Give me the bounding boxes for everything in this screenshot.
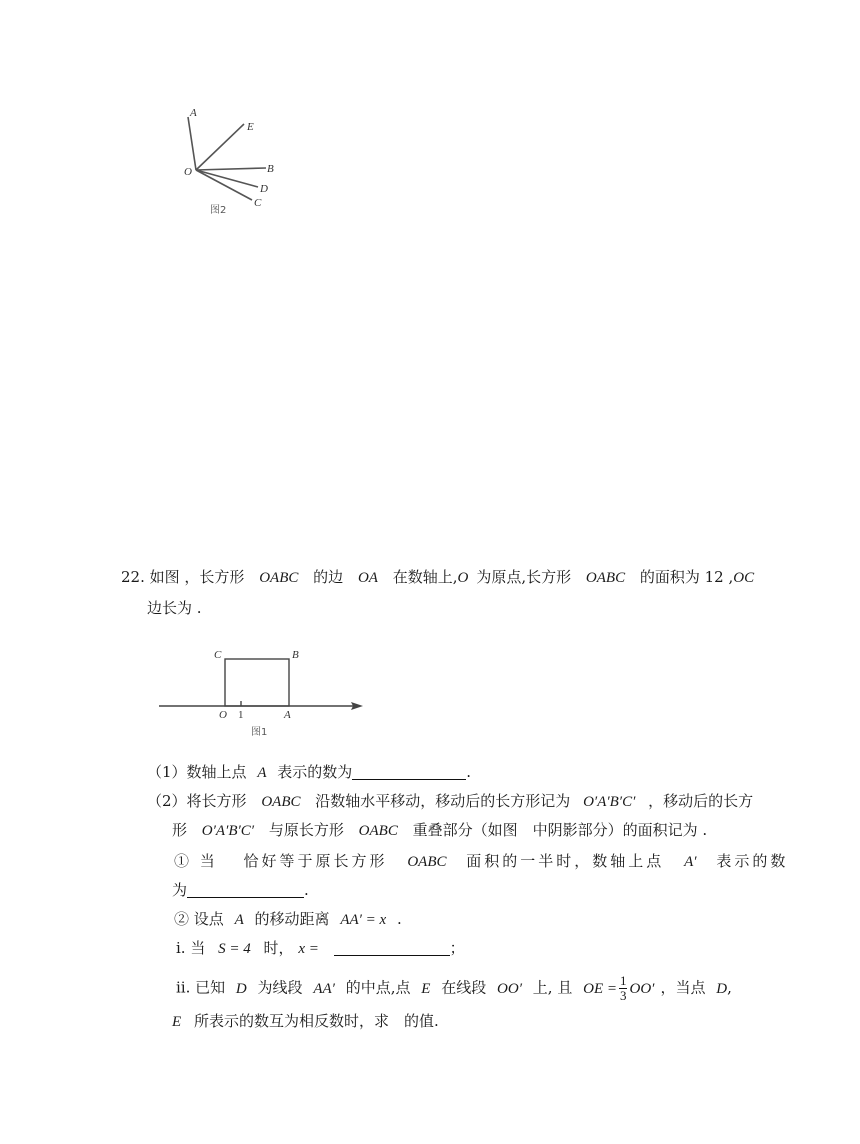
var-D: D [716, 980, 728, 997]
label-one: 1 [238, 709, 244, 721]
period: . [466, 763, 472, 781]
figure-2 [178, 100, 288, 220]
label-A: A [190, 107, 197, 119]
sub-1-tail: 表示的数 [716, 852, 789, 870]
part-2-l2c: 重叠部分（如图 中阴影部分）的面积记为 . [412, 821, 708, 839]
figure-2-caption: 图2 [210, 205, 227, 216]
answer-blank-3[interactable] [334, 941, 450, 956]
var-OOp: OO′ [629, 980, 655, 997]
var-OABC: OABC [358, 823, 398, 839]
stem-text: 为原点,长方形 [476, 568, 572, 586]
period: . [396, 910, 402, 928]
figure-1-caption: 图1 [251, 727, 268, 738]
label-D: D [260, 183, 268, 195]
sub-1-mid: 面积的一半时，数轴上点 [466, 852, 665, 870]
var-S-eq-4: S = 4 [218, 941, 251, 957]
var-x-eq: x = [298, 941, 319, 957]
semicolon: ； [449, 939, 465, 957]
sub-2-prefix: ② 设点 [174, 910, 224, 928]
stem-text: 的面积为 12 , [639, 568, 734, 586]
sub-1-prefix: ① 当 恰好等于原长方形 [174, 852, 388, 870]
part-2-mid: 沿数轴水平移动，移动后的长方形记为 [315, 792, 571, 810]
var-E: E [172, 1014, 182, 1030]
var-OABC: OABC [259, 570, 299, 586]
var-OABC: OABC [407, 854, 447, 870]
part-1-suffix: 表示的数为 [277, 763, 353, 781]
sub-1-line1 [174, 851, 788, 872]
sub-ii-line1 [176, 974, 732, 1003]
fraction-denominator: 3 [619, 988, 627, 1003]
fraction-numerator: 1 [619, 973, 627, 988]
ray-OC [196, 170, 252, 200]
part-2-l2a: 形 [172, 821, 188, 839]
question-number: 22. [121, 568, 145, 586]
sub-ii-c: 在线段 [441, 978, 487, 997]
var-O: O [457, 570, 469, 586]
stem-text: 在数轴上, [392, 568, 458, 586]
var-AAp: AA′ [313, 980, 335, 997]
question-stem-line1 [121, 567, 754, 588]
question-stem-line2 [147, 598, 202, 618]
label-C: C [254, 197, 262, 209]
var-OC: OC [733, 570, 755, 586]
comma: , [727, 978, 732, 997]
part-2-line1 [147, 791, 753, 812]
var-E: E [421, 980, 431, 997]
sub-ii-e: ，当点 [660, 978, 706, 997]
sub-2-mid: 的移动距离 [254, 910, 330, 928]
ray-OB [196, 168, 266, 170]
sub-ii-prefix: ⅱ. 已知 [176, 978, 226, 997]
answer-blank-1[interactable] [352, 765, 466, 780]
label-B: B [292, 649, 299, 661]
var-A: A [257, 765, 267, 781]
sub-i-mid: 时， [263, 939, 294, 957]
var-OABC: OABC [261, 794, 301, 810]
stem-text: 边长为 . [147, 599, 202, 617]
ray-OA [188, 117, 196, 170]
rectangle-OABC [225, 659, 289, 706]
period: . [304, 881, 309, 899]
var-Ap: A′ [684, 854, 697, 870]
label-O: O [184, 166, 192, 178]
sub-2 [174, 909, 402, 930]
label-O: O [219, 709, 227, 721]
var-OABC: OABC [585, 570, 626, 586]
var-AAp-eq-x: AA′ = x [340, 912, 387, 928]
sub-1-line2 [172, 880, 309, 900]
sub-ii-l2: 所表示的数互为相反数时，求 的值. [193, 1012, 439, 1030]
part-1-prefix: （1）数轴上点 [147, 763, 247, 781]
stem-text: 如图 ，长方形 [149, 568, 245, 586]
var-OE-eq: OE = [583, 980, 617, 997]
ray-OD [196, 170, 258, 187]
var-OOp: OO′ [497, 980, 522, 997]
var-OpApBpCp: O′A′B′C′ [201, 823, 255, 839]
var-D: D [235, 980, 247, 997]
answer-blank-2[interactable] [187, 883, 304, 898]
label-C: C [214, 649, 222, 661]
figure-1 [155, 645, 370, 740]
sub-i [176, 938, 465, 959]
var-OA: OA [357, 570, 378, 586]
stem-text: 的边 [313, 568, 344, 586]
part-1 [147, 762, 471, 783]
part-2-line2 [172, 820, 707, 841]
part-2-tail: ，移动后的长方 [648, 792, 754, 810]
label-E: E [247, 121, 254, 133]
part-2-l2b: 与原长方形 [268, 821, 344, 839]
sub-i-prefix: ⅰ. 当 [176, 939, 206, 957]
ray-OE [196, 124, 244, 170]
part-2-prefix: （2）将长方形 [147, 792, 247, 810]
fraction-one-third [619, 974, 628, 1003]
sub-ii-d: 上, 且 [532, 978, 573, 997]
sub-ii-a: 为线段 [257, 978, 303, 997]
label-B: B [267, 163, 274, 175]
sub-1-l2: 为 [172, 881, 188, 899]
sub-ii-b: 的中点,点 [345, 978, 411, 997]
sub-ii-line2 [172, 1011, 439, 1032]
var-OpApBpCp: O′A′B′C′ [583, 794, 636, 810]
label-A: A [284, 709, 291, 721]
var-A: A [234, 912, 244, 928]
